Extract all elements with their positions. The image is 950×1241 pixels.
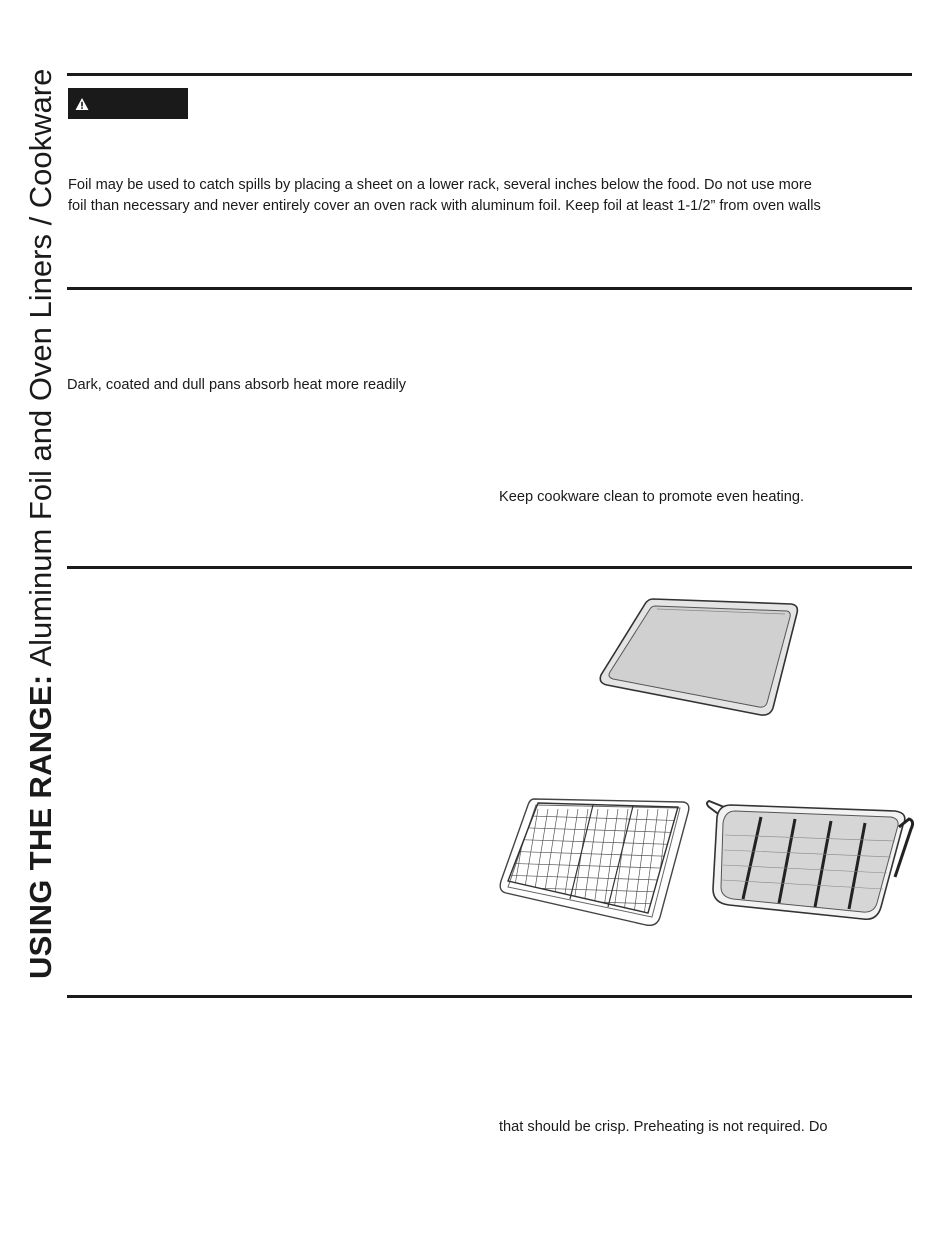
dark-pans-text: Dark, coated and dull pans absorb heat more readily [67,377,407,393]
baking-sheet-illustration [595,595,800,720]
crisp-foods-text: that should be crisp. Preheating is not required. Do [499,1119,828,1135]
section-divider-foil [67,73,912,76]
foil-instructions-line-1: Foil may be used to catch spills by placing a sheet on a lower rack, several inches below the food. Do not use more [68,177,812,193]
section-divider-pans [67,566,912,569]
section-divider-bottom [67,995,912,998]
side-section-title [10,0,70,985]
foil-instructions-line-2: foil than necessary and never entirely cover an oven rack with aluminum foil. Keep foil at least 1-1/2” from oven walls [68,198,821,214]
broiler-pan-with-rack-illustration [498,795,693,930]
side-title-subject: Aluminum Foil and Oven Liners / Cookware [22,68,58,667]
section-divider-cookware [67,287,912,290]
clean-cookware-text: Keep cookware clean to promote even heating. [499,489,805,505]
warning-badge [68,88,188,119]
side-title-bold: USING THE RANGE: [22,674,58,979]
warning-triangle-icon [75,97,89,111]
roasting-pan-with-basket-illustration [703,795,915,930]
